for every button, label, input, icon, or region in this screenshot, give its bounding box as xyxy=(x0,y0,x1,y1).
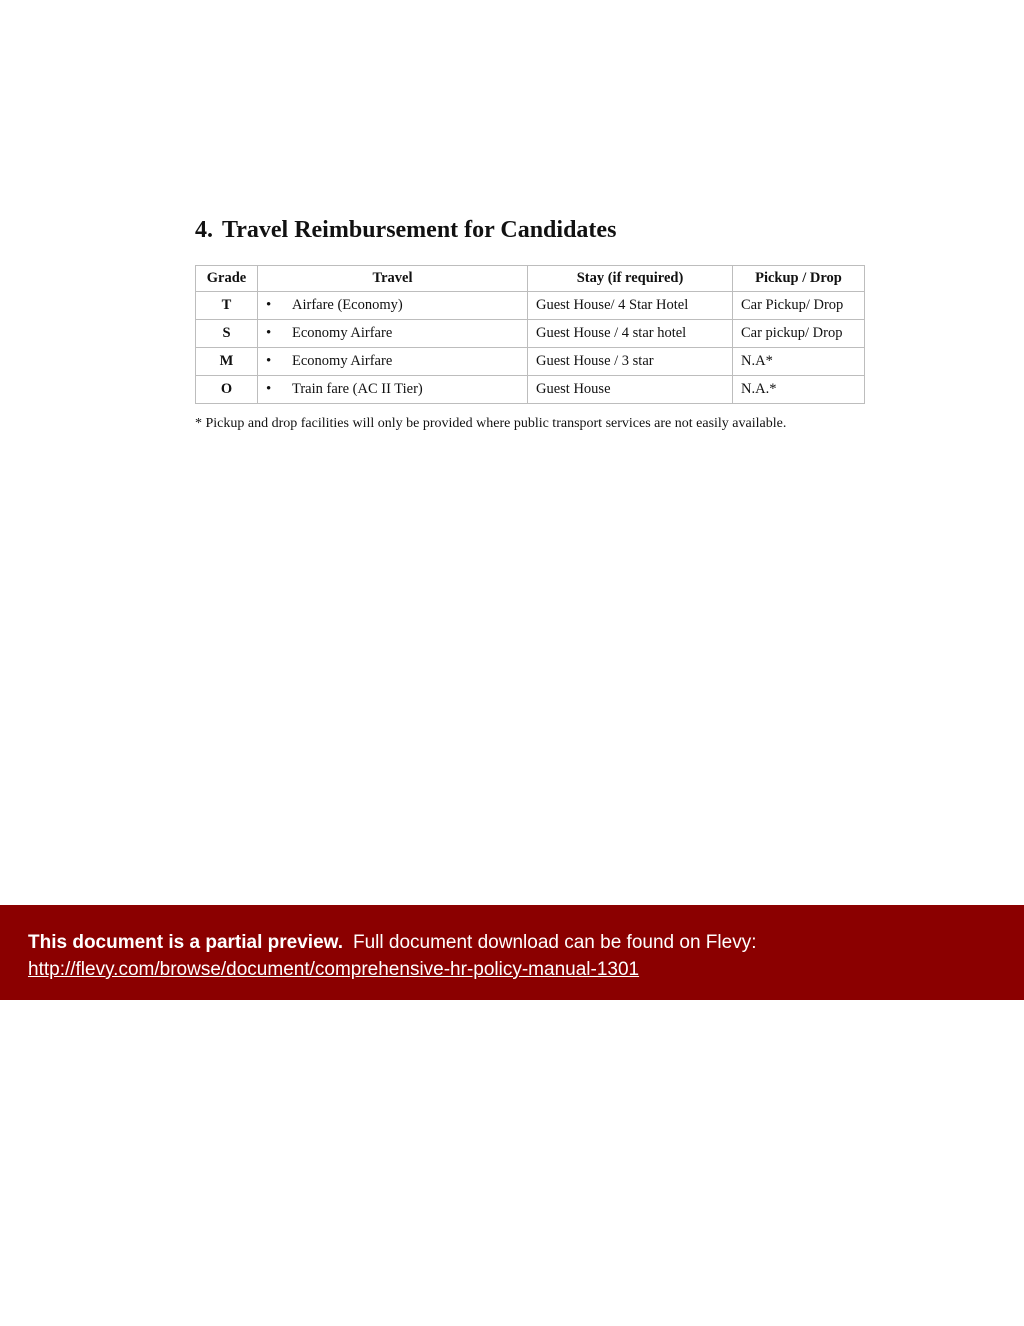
column-header-pickup: Pickup / Drop xyxy=(733,266,865,292)
section-number: 4. xyxy=(195,217,213,243)
bullet-icon: • xyxy=(266,381,272,397)
travel-text: Airfare (Economy) xyxy=(292,297,403,313)
stay-cell: Guest House / 3 star xyxy=(528,348,733,376)
stay-cell: Guest House/ 4 Star Hotel xyxy=(528,292,733,320)
stay-cell: Guest House xyxy=(528,376,733,404)
table-row xyxy=(196,320,865,348)
table-row xyxy=(196,348,865,376)
partial-preview-banner xyxy=(0,905,1024,1000)
banner-message xyxy=(28,929,1024,956)
grade-cell: S xyxy=(196,320,258,348)
column-header-stay: Stay (if required) xyxy=(528,266,733,292)
travel-text: Economy Airfare xyxy=(292,353,393,369)
section-heading xyxy=(195,213,616,247)
travel-cell xyxy=(258,376,528,404)
grade-cell: T xyxy=(196,292,258,320)
bullet-icon: • xyxy=(266,353,272,369)
grade-cell: M xyxy=(196,348,258,376)
table-header-row xyxy=(196,266,865,292)
travel-cell xyxy=(258,320,528,348)
section-title: Travel Reimbursement for Candidates xyxy=(222,217,617,243)
pickup-cell: N.A* xyxy=(733,348,865,376)
travel-cell xyxy=(258,348,528,376)
banner-lead: This document is a partial preview. xyxy=(28,932,343,953)
travel-text: Train fare (AC II Tier) xyxy=(292,381,423,397)
travel-cell xyxy=(258,292,528,320)
banner-text: Full document download can be found on Flevy: xyxy=(353,932,757,953)
pickup-cell: N.A.* xyxy=(733,376,865,404)
table-row xyxy=(196,376,865,404)
travel-reimbursement-table xyxy=(195,265,865,404)
stay-cell: Guest House / 4 star hotel xyxy=(528,320,733,348)
bullet-icon: • xyxy=(266,325,272,341)
pickup-cell: Car Pickup/ Drop xyxy=(733,292,865,320)
travel-text: Economy Airfare xyxy=(292,325,393,341)
grade-cell: O xyxy=(196,376,258,404)
column-header-travel: Travel xyxy=(258,266,528,292)
table-row xyxy=(196,292,865,320)
column-header-grade: Grade xyxy=(196,266,258,292)
pickup-cell: Car pickup/ Drop xyxy=(733,320,865,348)
table-footnote: * Pickup and drop facilities will only be provided where public transport services are not easily available. xyxy=(195,416,787,431)
flevy-document-link[interactable]: http://flevy.com/browse/document/comprehensive-hr-policy-manual-1301 xyxy=(28,959,640,980)
bullet-icon: • xyxy=(266,297,272,313)
